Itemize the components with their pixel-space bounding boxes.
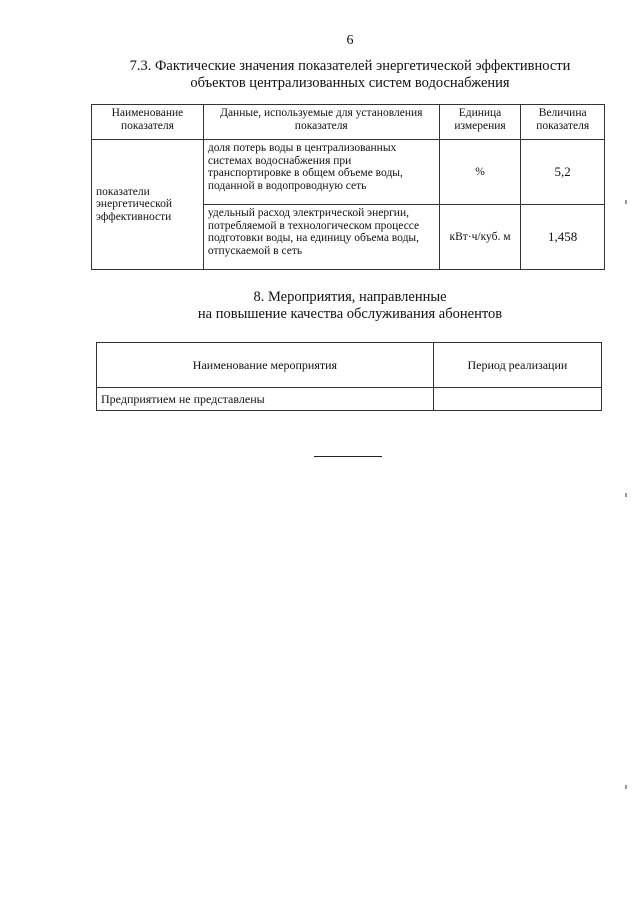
section-title-energy-efficiency [60, 58, 640, 92]
indicator-value-cell: 5,2 [521, 140, 605, 205]
page-number: 6 [346, 33, 354, 48]
table-header-row [97, 343, 602, 388]
indicator-group-name: показатели энергетической эффективности [92, 140, 204, 270]
section-title-line: 7.3. Фактические значения показателей энергетической эффективности [129, 58, 571, 74]
scan-mark [625, 493, 627, 497]
header-indicator-data: Данные, используемые для установления показателя [203, 105, 439, 140]
end-separator-line [314, 456, 382, 457]
section-title-service-quality [60, 289, 640, 323]
header-period: Период реализации [433, 343, 601, 388]
indicator-unit-cell: кВт·ч/куб. м [439, 205, 521, 270]
table-row [97, 388, 602, 411]
measure-name-cell: Предприятием не представлены [97, 388, 434, 411]
header-value: Величина показателя [521, 105, 605, 140]
measures-table [96, 342, 602, 411]
section-title-line: 8. Мероприятия, направленные [253, 289, 447, 305]
table-header-row [92, 105, 605, 140]
header-unit: Единица измерения [439, 105, 521, 140]
section-title-line: на повышение качества обслуживания абонентов [197, 306, 503, 322]
indicator-unit-cell: % [439, 140, 521, 205]
measure-period-cell [433, 388, 601, 411]
scan-mark [625, 785, 627, 789]
indicator-value-cell: 1,458 [521, 205, 605, 270]
indicator-data-cell: доля потерь воды в централизованных системах водоснабжения при транспортировке в общем объеме воды, поданной в водопроводную сеть [203, 140, 439, 205]
header-indicator-name: Наименование показателя [92, 105, 204, 140]
indicator-data-cell: удельный расход электрической энергии, потребляемой в технологическом процессе подготовки воды, на единицу объема воды, отпускаемой в сеть [203, 205, 439, 270]
scan-mark [625, 200, 627, 204]
energy-efficiency-table [91, 104, 605, 270]
section-title-line: объектов централизованных систем водоснабжения [190, 75, 510, 91]
header-measure-name: Наименование мероприятия [97, 343, 434, 388]
table-row [92, 140, 605, 205]
